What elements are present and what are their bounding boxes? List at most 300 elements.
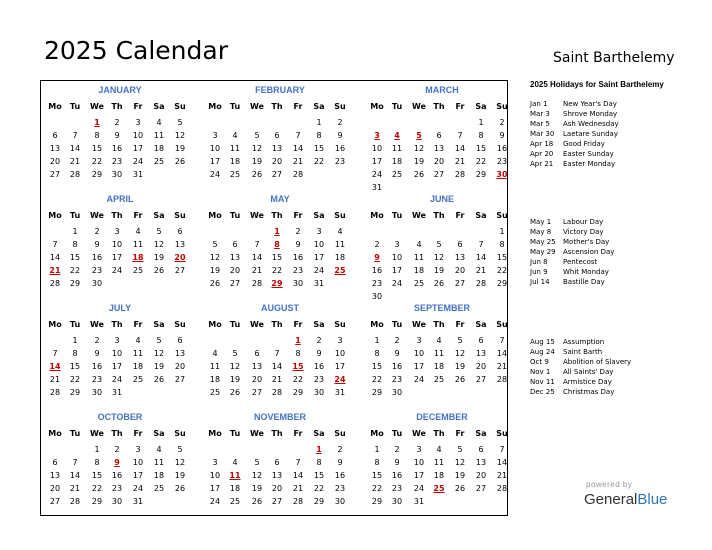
day-cell: 16 <box>111 471 123 480</box>
holiday-day: 1 <box>316 445 322 454</box>
day-cell: 31 <box>132 497 144 506</box>
month-name: NOVEMBER <box>253 412 306 422</box>
weekday-header: Sa <box>153 102 165 111</box>
day-cell: 7 <box>72 458 78 467</box>
day-cell: 18 <box>153 144 165 153</box>
weekday-header: Fr <box>293 102 303 111</box>
weekday-header: Th <box>111 320 123 329</box>
day-cell: 20 <box>251 375 263 384</box>
day-cell: 18 <box>132 362 144 371</box>
holiday-name: New Year's Day <box>563 100 617 108</box>
month-name: MAY <box>270 194 290 204</box>
day-cell: 5 <box>212 240 218 249</box>
day-cell: 10 <box>132 131 144 140</box>
day-cell: 8 <box>499 240 505 249</box>
day-cell: 10 <box>111 240 123 249</box>
day-cell: 23 <box>334 484 346 493</box>
holiday-date: Dec 25 <box>530 388 555 396</box>
weekday-header: Fr <box>133 320 143 329</box>
day-cell: 9 <box>337 131 343 140</box>
day-cell: 29 <box>313 497 325 506</box>
day-cell: 15 <box>69 253 81 262</box>
weekday-header: Th <box>111 211 123 220</box>
day-cell: 5 <box>457 445 463 454</box>
day-cell: 28 <box>496 375 508 384</box>
day-cell: 25 <box>413 279 425 288</box>
day-cell: 2 <box>394 336 400 345</box>
day-cell: 5 <box>254 458 260 467</box>
day-cell: 7 <box>295 458 301 467</box>
day-cell: 12 <box>433 253 445 262</box>
day-cell: 14 <box>69 471 81 480</box>
day-cell: 17 <box>132 471 144 480</box>
weekday-header: Tu <box>69 211 81 220</box>
day-cell: 31 <box>111 388 123 397</box>
day-cell: 6 <box>436 131 442 140</box>
day-cell: 30 <box>371 292 383 301</box>
day-cell: 29 <box>69 388 81 397</box>
day-cell: 22 <box>475 157 487 166</box>
day-cell: 11 <box>229 144 241 153</box>
month-name: SEPTEMBER <box>413 303 470 313</box>
day-cell: 20 <box>49 484 61 493</box>
weekday-header: Tu <box>69 102 81 111</box>
weekday-header: Su <box>334 320 346 329</box>
day-cell: 5 <box>457 336 463 345</box>
day-cell: 5 <box>177 118 183 127</box>
day-cell: 6 <box>52 458 58 467</box>
day-cell: 8 <box>94 131 100 140</box>
holiday-item <box>530 218 603 226</box>
day-cell: 17 <box>209 484 221 493</box>
day-cell: 4 <box>212 349 218 358</box>
day-cell: 6 <box>274 458 280 467</box>
holiday-item <box>530 378 612 386</box>
day-cell: 7 <box>52 349 58 358</box>
day-cell: 23 <box>91 375 103 384</box>
day-cell: 3 <box>416 445 422 454</box>
day-cell: 16 <box>391 471 403 480</box>
day-cell: 18 <box>229 157 241 166</box>
day-cell: 3 <box>135 118 141 127</box>
day-cell: 8 <box>72 349 78 358</box>
holiday-item <box>530 338 604 346</box>
holiday-name: Whit Monday <box>563 268 609 276</box>
day-cell: 10 <box>334 349 346 358</box>
day-cell: 23 <box>313 375 325 384</box>
day-cell: 4 <box>232 131 238 140</box>
weekday-header: Fr <box>293 211 303 220</box>
day-cell: 30 <box>111 170 123 179</box>
day-cell: 2 <box>94 336 100 345</box>
day-cell: 20 <box>229 266 241 275</box>
holiday-name: All Saints' Day <box>563 368 614 376</box>
holiday-date: May 1 <box>530 218 552 226</box>
day-cell: 27 <box>475 484 487 493</box>
holiday-date: Jun 8 <box>530 258 548 266</box>
weekday-header: Tu <box>391 102 403 111</box>
holiday-item <box>530 120 619 128</box>
weekday-header: Tu <box>391 211 403 220</box>
day-cell: 1 <box>374 445 380 454</box>
day-cell: 13 <box>454 253 466 262</box>
day-cell: 17 <box>313 253 325 262</box>
holiday-day: 1 <box>94 118 100 127</box>
day-cell: 16 <box>91 253 103 262</box>
day-cell: 28 <box>49 388 61 397</box>
day-cell: 2 <box>316 336 322 345</box>
day-cell: 7 <box>457 131 463 140</box>
day-cell: 19 <box>153 362 165 371</box>
calendar-grid <box>40 80 508 516</box>
day-cell: 12 <box>413 144 425 153</box>
day-cell: 7 <box>478 240 484 249</box>
day-cell: 14 <box>454 144 466 153</box>
day-cell: 16 <box>496 144 508 153</box>
day-cell: 31 <box>334 388 346 397</box>
holiday-item <box>530 228 604 236</box>
day-cell: 27 <box>454 279 466 288</box>
weekday-header: Tu <box>391 320 403 329</box>
day-cell: 14 <box>69 144 81 153</box>
day-cell: 26 <box>454 484 466 493</box>
day-cell: 21 <box>69 484 81 493</box>
day-cell: 15 <box>371 362 383 371</box>
weekday-header: Fr <box>293 320 303 329</box>
day-cell: 19 <box>251 157 263 166</box>
holiday-item <box>530 358 631 366</box>
day-cell: 23 <box>111 484 123 493</box>
holiday-item <box>530 140 605 148</box>
day-cell: 5 <box>177 445 183 454</box>
day-cell: 14 <box>271 362 283 371</box>
day-cell: 10 <box>209 144 221 153</box>
day-cell: 20 <box>454 266 466 275</box>
day-cell: 20 <box>49 157 61 166</box>
weekday-header: Th <box>111 102 123 111</box>
day-cell: 1 <box>94 445 100 454</box>
holiday-item <box>530 278 605 286</box>
weekday-header: Sa <box>313 211 325 220</box>
day-cell: 22 <box>313 157 325 166</box>
day-cell: 9 <box>114 131 120 140</box>
day-cell: 6 <box>232 240 238 249</box>
day-cell: 22 <box>313 484 325 493</box>
holiday-day: 1 <box>295 336 301 345</box>
day-cell: 13 <box>271 144 283 153</box>
day-cell: 16 <box>313 362 325 371</box>
holiday-name: Christmas Day <box>563 388 615 396</box>
day-cell: 23 <box>371 279 383 288</box>
day-cell: 23 <box>334 157 346 166</box>
day-cell: 8 <box>478 131 484 140</box>
day-cell: 31 <box>313 279 325 288</box>
day-cell: 19 <box>454 471 466 480</box>
day-cell: 28 <box>251 279 263 288</box>
day-cell: 15 <box>313 144 325 153</box>
day-cell: 26 <box>174 484 186 493</box>
holiday-day: 3 <box>374 131 380 140</box>
day-cell: 13 <box>251 362 263 371</box>
holiday-day: 29 <box>271 279 283 288</box>
day-cell: 11 <box>209 362 221 371</box>
holiday-name: Shrove Monday <box>563 110 618 118</box>
day-cell: 13 <box>49 144 61 153</box>
holiday-name: Abolition of Slavery <box>563 358 632 366</box>
holiday-date: Nov 11 <box>530 378 555 386</box>
day-cell: 29 <box>496 279 508 288</box>
day-cell: 11 <box>153 131 165 140</box>
day-cell: 30 <box>91 388 103 397</box>
day-cell: 2 <box>295 227 301 236</box>
weekday-header: Tu <box>229 429 241 438</box>
holiday-item <box>530 348 602 356</box>
day-cell: 27 <box>433 170 445 179</box>
day-cell: 8 <box>374 349 380 358</box>
weekday-header: Mo <box>208 320 222 329</box>
day-cell: 29 <box>91 170 103 179</box>
day-cell: 21 <box>271 375 283 384</box>
day-cell: 12 <box>251 471 263 480</box>
holiday-name: Bastille Day <box>563 278 605 286</box>
day-cell: 5 <box>156 336 162 345</box>
day-cell: 27 <box>174 375 186 384</box>
day-cell: 24 <box>132 484 144 493</box>
weekday-header: Fr <box>133 102 143 111</box>
holiday-date: Mar 30 <box>530 130 555 138</box>
day-cell: 10 <box>391 253 403 262</box>
weekday-header: Su <box>174 102 186 111</box>
day-cell: 14 <box>496 349 508 358</box>
day-cell: 6 <box>177 227 183 236</box>
holiday-date: Apr 21 <box>530 160 554 168</box>
holiday-date: Aug 15 <box>530 338 555 346</box>
day-cell: 19 <box>174 144 186 153</box>
weekday-header: Sa <box>475 320 487 329</box>
day-cell: 23 <box>91 266 103 275</box>
holiday-name: Assumption <box>563 338 605 346</box>
weekday-header: We <box>412 102 426 111</box>
weekday-header: We <box>412 211 426 220</box>
day-cell: 24 <box>313 266 325 275</box>
weekday-header: Sa <box>153 429 165 438</box>
day-cell: 21 <box>251 266 263 275</box>
holiday-date: Jul 14 <box>530 278 550 286</box>
day-cell: 26 <box>251 497 263 506</box>
day-cell: 25 <box>229 497 241 506</box>
holiday-date: Mar 5 <box>530 120 550 128</box>
day-cell: 12 <box>174 131 186 140</box>
day-cell: 9 <box>94 349 100 358</box>
day-cell: 19 <box>251 484 263 493</box>
holiday-day: 11 <box>229 471 241 480</box>
day-cell: 24 <box>111 266 123 275</box>
day-cell: 16 <box>391 362 403 371</box>
day-cell: 21 <box>69 157 81 166</box>
holiday-day: 30 <box>496 170 508 179</box>
weekday-header: Th <box>271 102 283 111</box>
page-title: 2025 Calendar <box>44 36 228 65</box>
day-cell: 22 <box>292 375 304 384</box>
holiday-date: Mar 3 <box>530 110 550 118</box>
weekday-header: Mo <box>208 211 222 220</box>
day-cell: 20 <box>475 471 487 480</box>
day-cell: 25 <box>153 484 165 493</box>
day-cell: 27 <box>229 279 241 288</box>
holiday-day: 15 <box>292 362 304 371</box>
day-cell: 30 <box>391 497 403 506</box>
day-cell: 2 <box>337 445 343 454</box>
day-cell: 8 <box>94 458 100 467</box>
weekday-header: We <box>250 211 264 220</box>
day-cell: 11 <box>132 240 144 249</box>
day-cell: 30 <box>91 279 103 288</box>
day-cell: 4 <box>232 458 238 467</box>
day-cell: 23 <box>496 157 508 166</box>
day-cell: 16 <box>91 362 103 371</box>
weekday-header: Su <box>496 429 508 438</box>
weekday-header: Th <box>271 429 283 438</box>
holiday-date: Jan 1 <box>530 100 548 108</box>
day-cell: 12 <box>153 349 165 358</box>
day-cell: 12 <box>229 362 241 371</box>
day-cell: 7 <box>274 349 280 358</box>
day-cell: 20 <box>271 484 283 493</box>
weekday-header: Sa <box>153 320 165 329</box>
day-cell: 16 <box>371 266 383 275</box>
day-cell: 4 <box>156 445 162 454</box>
day-cell: 7 <box>52 240 58 249</box>
day-cell: 18 <box>153 471 165 480</box>
day-cell: 14 <box>292 471 304 480</box>
day-cell: 28 <box>496 484 508 493</box>
weekday-header: Mo <box>370 429 384 438</box>
day-cell: 29 <box>91 497 103 506</box>
month-name: APRIL <box>106 194 134 204</box>
holiday-name: Pentecost <box>563 258 598 266</box>
day-cell: 11 <box>391 144 403 153</box>
month-name: FEBRUARY <box>255 85 305 95</box>
weekday-header: Mo <box>48 320 62 329</box>
day-cell: 3 <box>135 445 141 454</box>
day-cell: 21 <box>496 471 508 480</box>
day-cell: 23 <box>391 375 403 384</box>
day-cell: 22 <box>69 375 81 384</box>
day-cell: 30 <box>111 497 123 506</box>
day-cell: 13 <box>475 349 487 358</box>
day-cell: 9 <box>94 240 100 249</box>
day-cell: 20 <box>433 157 445 166</box>
weekday-header: Sa <box>475 102 487 111</box>
day-cell: 3 <box>394 240 400 249</box>
day-cell: 28 <box>271 388 283 397</box>
weekday-header: We <box>90 211 104 220</box>
day-cell: 10 <box>413 458 425 467</box>
weekday-header: We <box>90 429 104 438</box>
holiday-item <box>530 388 614 396</box>
day-cell: 9 <box>295 240 301 249</box>
day-cell: 15 <box>313 471 325 480</box>
day-cell: 21 <box>496 362 508 371</box>
day-cell: 17 <box>111 253 123 262</box>
day-cell: 19 <box>229 375 241 384</box>
day-cell: 11 <box>433 458 445 467</box>
day-cell: 22 <box>371 484 383 493</box>
holiday-date: May 25 <box>530 238 556 246</box>
holiday-name: Saint Barth <box>563 348 603 356</box>
holiday-date: Jun 9 <box>530 268 548 276</box>
holiday-day: 9 <box>374 253 380 262</box>
weekday-header: Tu <box>69 429 81 438</box>
holiday-day: 25 <box>433 484 445 493</box>
day-cell: 6 <box>478 336 484 345</box>
weekday-header: Sa <box>475 429 487 438</box>
day-cell: 6 <box>177 336 183 345</box>
day-cell: 28 <box>292 497 304 506</box>
day-cell: 10 <box>209 471 221 480</box>
day-cell: 12 <box>174 458 186 467</box>
day-cell: 1 <box>374 336 380 345</box>
day-cell: 24 <box>371 170 383 179</box>
holiday-day: 24 <box>334 375 346 384</box>
day-cell: 3 <box>212 131 218 140</box>
day-cell: 8 <box>374 458 380 467</box>
day-cell: 10 <box>132 458 144 467</box>
day-cell: 10 <box>371 144 383 153</box>
holiday-day: 1 <box>274 227 280 236</box>
day-cell: 3 <box>416 336 422 345</box>
holiday-name: Victory Day <box>563 228 604 236</box>
day-cell: 18 <box>209 375 221 384</box>
day-cell: 5 <box>232 349 238 358</box>
day-cell: 9 <box>337 458 343 467</box>
day-cell: 4 <box>416 240 422 249</box>
day-cell: 6 <box>457 240 463 249</box>
day-cell: 24 <box>209 170 221 179</box>
day-cell: 9 <box>499 131 505 140</box>
day-cell: 3 <box>114 336 120 345</box>
day-cell: 4 <box>135 227 141 236</box>
day-cell: 18 <box>433 471 445 480</box>
month-name: JULY <box>108 303 132 313</box>
day-cell: 26 <box>413 170 425 179</box>
day-cell: 12 <box>209 253 221 262</box>
day-cell: 17 <box>391 266 403 275</box>
holiday-name: Labour Day <box>563 218 604 226</box>
day-cell: 26 <box>153 266 165 275</box>
weekday-header: Fr <box>455 429 465 438</box>
weekday-header: Fr <box>455 211 465 220</box>
day-cell: 15 <box>271 253 283 262</box>
weekday-header: Th <box>433 102 445 111</box>
weekday-header: Sa <box>313 102 325 111</box>
weekday-header: Th <box>433 320 445 329</box>
day-cell: 25 <box>153 157 165 166</box>
brand-logo[interactable] <box>584 491 667 508</box>
day-cell: 4 <box>156 118 162 127</box>
day-cell: 24 <box>413 484 425 493</box>
holiday-day: 5 <box>416 131 422 140</box>
weekday-header: Sa <box>313 429 325 438</box>
day-cell: 6 <box>478 445 484 454</box>
powered-by-label: powered by <box>586 480 633 489</box>
day-cell: 22 <box>91 484 103 493</box>
day-cell: 29 <box>69 279 81 288</box>
day-cell: 22 <box>496 266 508 275</box>
day-cell: 18 <box>229 484 241 493</box>
weekday-header: Mo <box>370 320 384 329</box>
weekday-header: We <box>90 320 104 329</box>
